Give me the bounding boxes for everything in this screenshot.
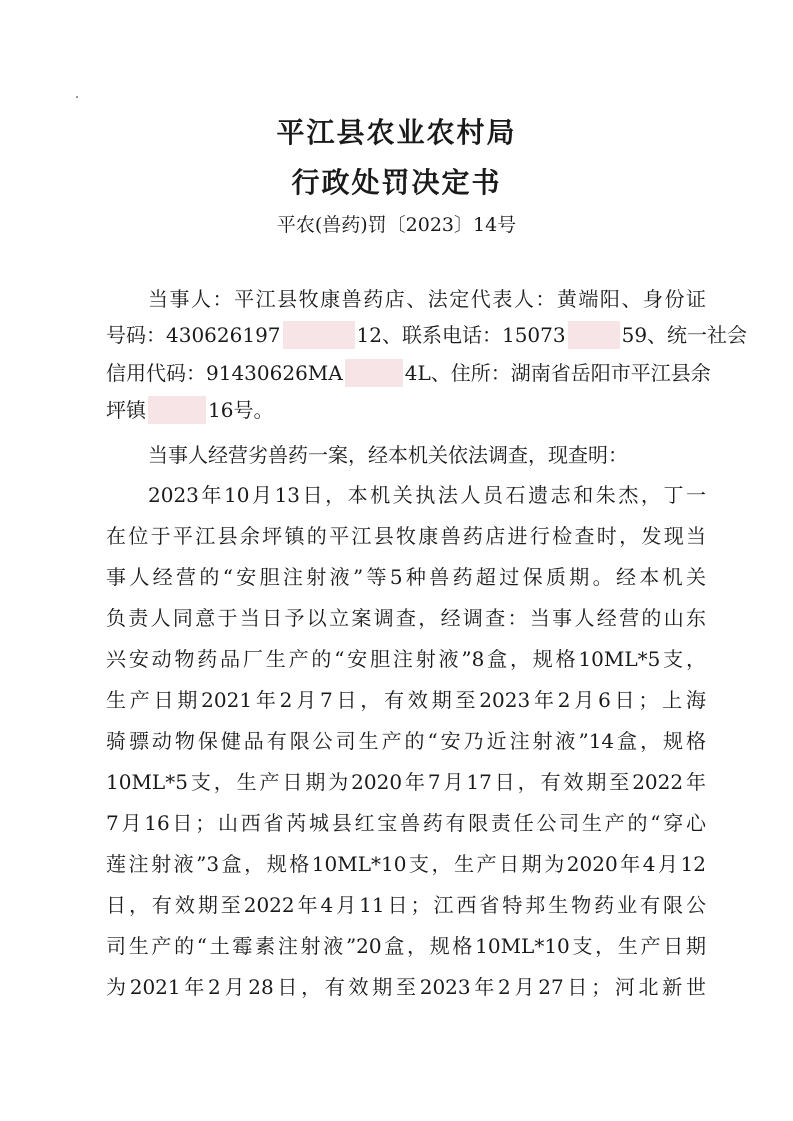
text-segment: 59、统一社会: [621, 323, 748, 347]
scan-speck: [76, 96, 78, 98]
text-segment: 12、联系电话：15073: [356, 323, 566, 347]
text-line: 事人经营的“安胆注射液”等5种兽药超过保质期。经本机关: [106, 565, 706, 589]
text-line: [106, 315, 748, 355]
redaction-mask: [345, 359, 403, 387]
text-line: 7月16日；山西省芮城县红宝兽药有限责任公司生产的“穿心: [106, 811, 706, 835]
document-number: 平农(兽药)罚〔2023〕14号: [276, 214, 517, 236]
text-segment: 4L、住所：湖南省岳阳市平江县余: [404, 361, 711, 385]
text-line: 骑骠动物保健品有限公司生产的“安乃近注射液”14盒，规格: [106, 729, 706, 753]
text-segment: 信用代码：91430626MA: [106, 361, 343, 385]
text-line: 负责人同意于当日予以立案调查，经调查：当事人经营的山东: [106, 606, 706, 630]
text-line: 为2021年2月28日，有效期至2023年2月27日；河北新世: [106, 975, 706, 999]
text-line: 当事人：平江县牧康兽药店、法定代表人：黄端阳、身份证: [148, 287, 706, 311]
text-segment: 16号。: [208, 398, 274, 422]
text-line: 莲注射液”3盒，规格10ML*10支，生产日期为2020年4月12: [106, 852, 706, 876]
document-type-title: 行政处罚决定书: [291, 166, 502, 199]
text-line: 司生产的“土霉素注射液”20盒，规格10ML*10支，生产日期: [106, 934, 706, 958]
redaction-mask: [148, 396, 206, 424]
text-line: 10ML*5支，生产日期为2020年7月17日，有效期至2022年: [106, 770, 706, 794]
redaction-mask: [568, 321, 620, 349]
text-line: [106, 353, 711, 393]
text-line: 在位于平江县余坪镇的平江县牧康兽药店进行检查时，发现当: [106, 524, 706, 548]
redaction-mask: [283, 321, 355, 349]
text-segment: 号码：430626197: [106, 323, 281, 347]
text-line: 日，有效期至2022年4月11日；江西省特邦生物药业有限公: [106, 893, 706, 917]
text-line: [106, 390, 706, 430]
text-segment: 坪镇: [106, 398, 146, 422]
text-line: 2023年10月13日，本机关执法人员石遗志和朱杰，丁一: [148, 483, 706, 507]
text-line: 生产日期2021年2月7日，有效期至2023年2月6日；上海: [106, 688, 706, 712]
intro-paragraph: 当事人经营劣兽药一案，经本机关依法调查，现查明：: [148, 443, 628, 467]
page-title: 平江县农业农村局: [276, 116, 517, 149]
text-line: 兴安动物药品厂生产的“安胆注射液”8盒，规格10ML*5支，: [106, 647, 706, 671]
